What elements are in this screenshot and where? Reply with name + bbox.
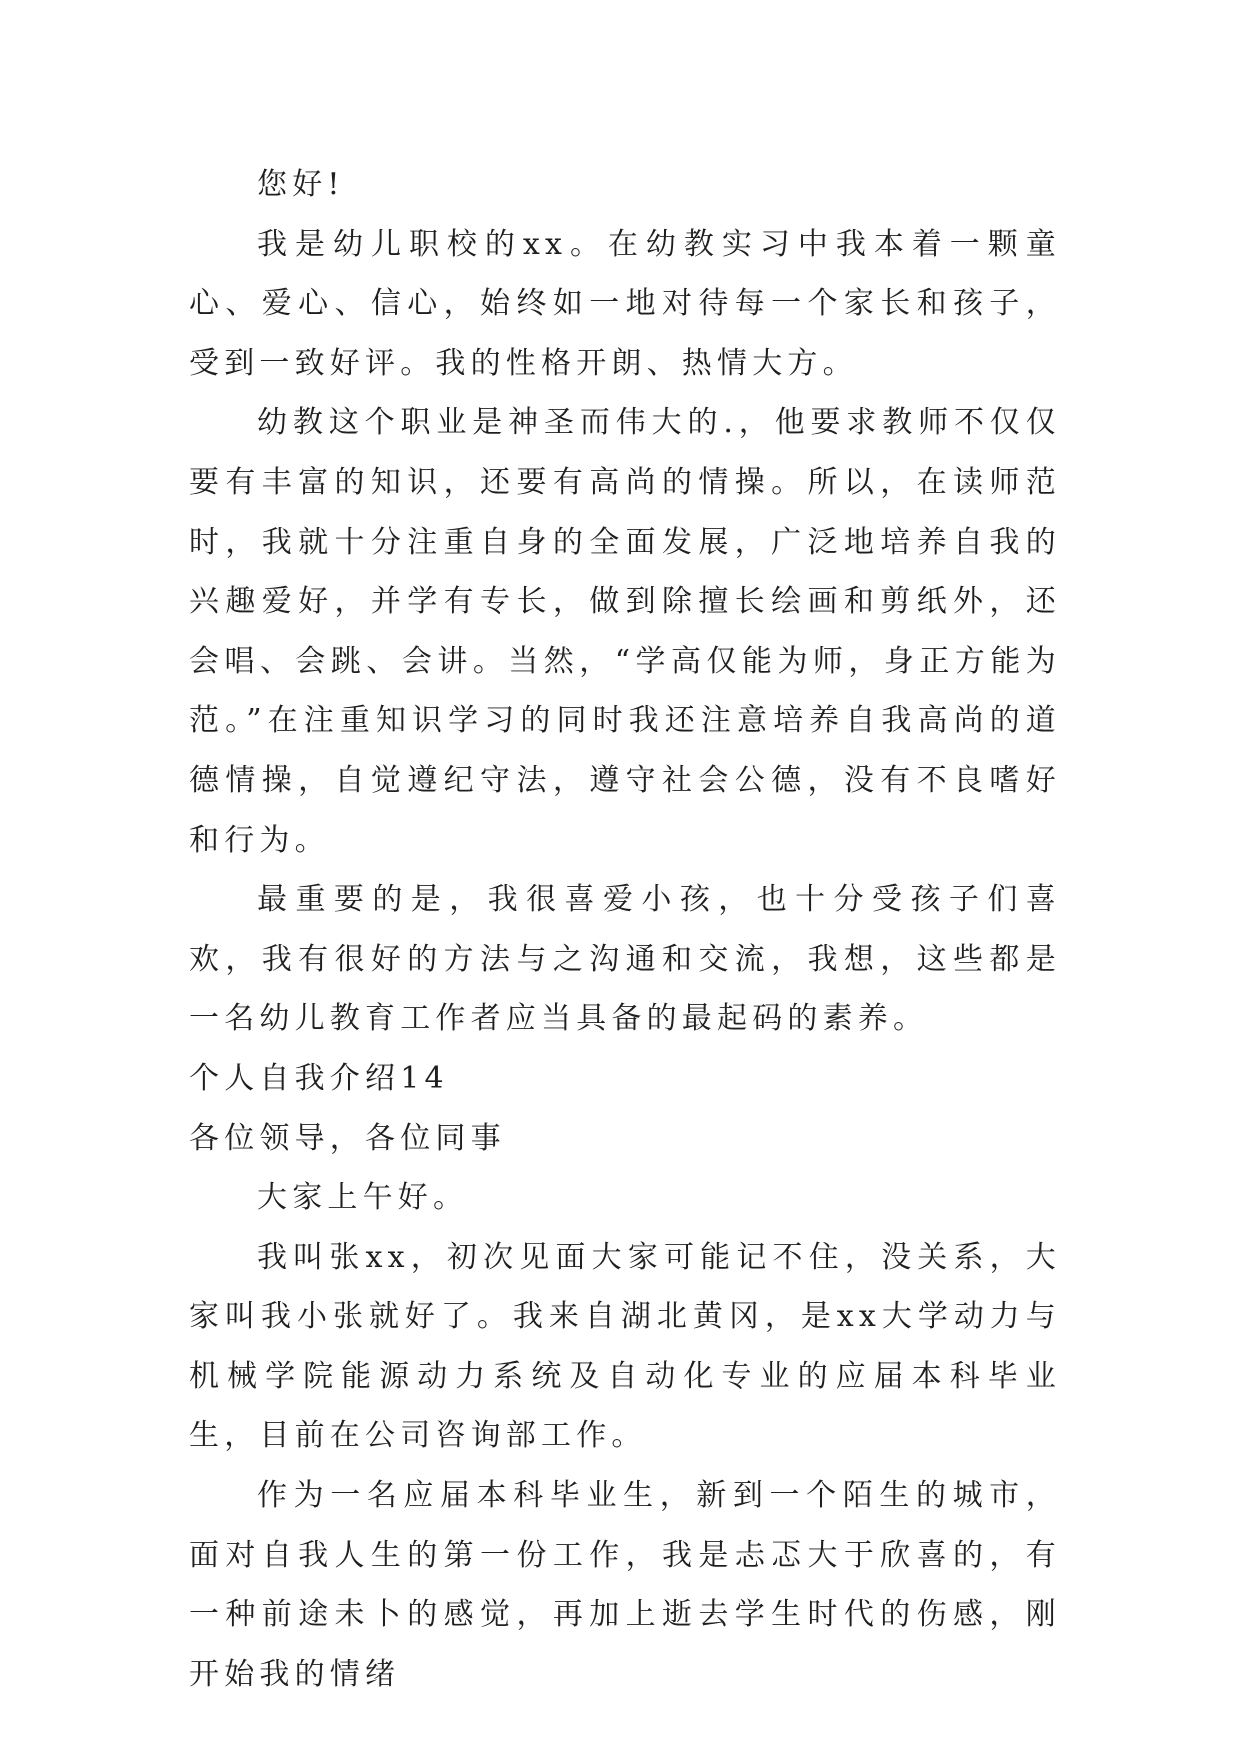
document-body (189, 155, 1061, 1704)
children-paragraph: 最重要的是，我很喜爱小孩，也十分受孩子们喜欢，我有很好的方法与之沟通和交流，我想，这些都是一名幼儿教育工作者应当具备的最起码的素养。 (189, 882, 1061, 1037)
profession-paragraph: 幼教这个职业是神圣而伟大的.，他要求教师不仅仅要有丰富的知识，还要有高尚的情操。所以，在读师范时，我就十分注重自身的全面发展，广泛地培养自我的兴趣爱好，并学有专长，做到除擅长绘画和剪纸外，还会唱、会跳、会讲。当然，“学高仅能为师，身正方能为范。”在注重知识学习的同时我还注意培养自我高尚的道德情操，自觉遵纪守法，遵守社会公德，没有不良嗜好和行为。 (189, 405, 1061, 858)
intro-paragraph: 我是幼儿职校的xx。在幼教实习中我本着一颗童心、爱心、信心，始终如一地对待每一个家长和孩子，受到一致好评。我的性格开朗、热情大方。 (189, 226, 1061, 381)
greeting-paragraph: 您好! (257, 167, 345, 202)
morning-greeting-paragraph: 大家上午好。 (257, 1180, 469, 1216)
section-heading: 个人自我介绍14 (189, 1060, 449, 1096)
salutation-line: 各位领导，各位同事 (189, 1120, 506, 1156)
self-intro-paragraph: 我叫张xx，初次见面大家可能记不住，没关系，大家叫我小张就好了。我来自湖北黄冈，是xx大学动力与机械学院能源动力系统及自动化专业的应届本科毕业生，目前在公司咨询部工作。 (189, 1239, 1061, 1454)
graduate-paragraph: 作为一名应届本科毕业生，新到一个陌生的城市，面对自我人生的第一份工作，我是忐忑大于欣喜的，有一种前途未卜的感觉，再加上逝去学生时代的伤感，刚开始我的情绪 (189, 1478, 1061, 1692)
